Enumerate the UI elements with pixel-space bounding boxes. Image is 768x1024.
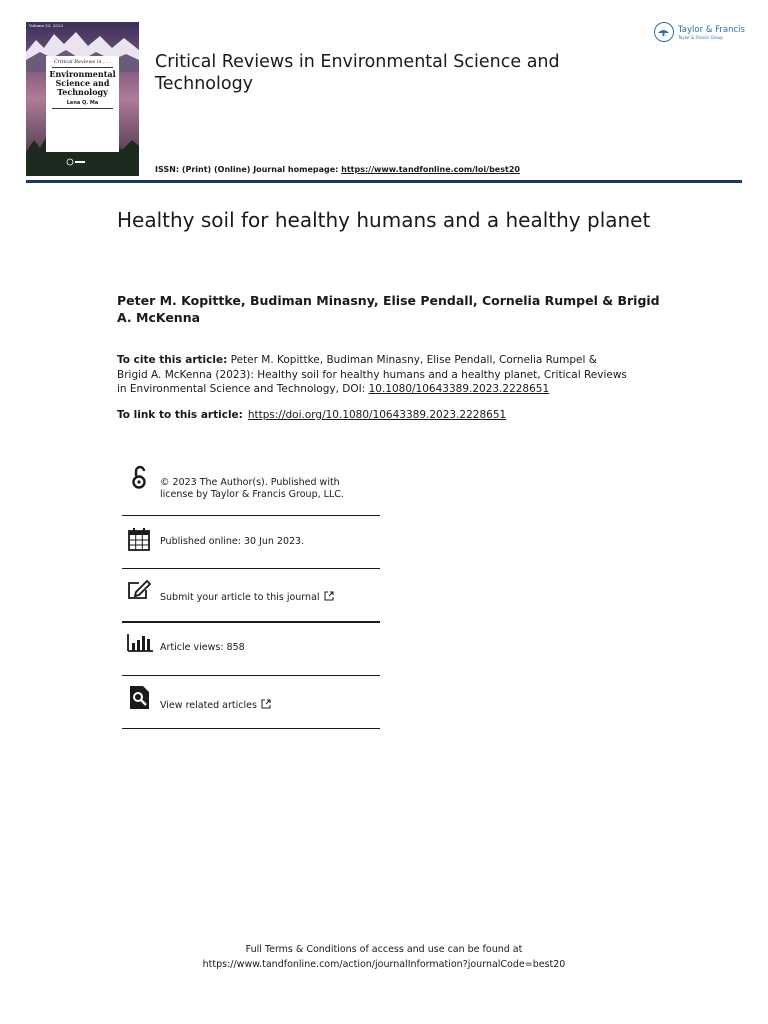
header-divider — [26, 180, 742, 183]
views-row — [122, 622, 380, 676]
cover-divider — [52, 67, 113, 68]
article-link-line — [117, 408, 506, 422]
related-row[interactable] — [122, 676, 380, 729]
calendar-icon — [126, 526, 154, 554]
cover-publisher-mark-icon — [66, 158, 86, 166]
submit-row[interactable] — [122, 569, 380, 622]
external-link-icon — [261, 699, 271, 709]
cover-journal-line-3: Technology — [57, 87, 108, 97]
article-title: Healthy soil for healthy humans and a healthy planet — [117, 208, 651, 232]
open-access-row — [122, 463, 380, 516]
external-link-icon — [324, 591, 334, 601]
tf-logo-name: Taylor & Francis — [678, 25, 745, 35]
citation-block — [117, 353, 627, 397]
view-related-link[interactable] — [160, 699, 271, 712]
article-views-text: Article views: 858 — [160, 642, 245, 653]
issn-text: ISSN: (Print) (Online) Journal homepage: — [155, 165, 342, 174]
bar-chart-icon — [126, 631, 154, 659]
journal-cover — [26, 22, 139, 176]
license-line-2: license by Taylor & Francis Group, LLC. — [160, 489, 344, 500]
tf-logo-circle-icon — [654, 22, 674, 42]
citation-text: Peter M. Kopittke, Budiman Minasny, Elise Pendall, Cornelia Rumpel & Brigid A. McKenna (2023): Healthy soil for healthy humans and a healthy planet, Critical Reviews in Environmental Science and Technology, DOI: — [117, 354, 627, 395]
article-info-list — [122, 463, 380, 729]
citation-label: To cite this article: — [117, 354, 228, 366]
cover-title-box — [46, 56, 119, 152]
edit-icon — [126, 577, 154, 605]
published-row — [122, 516, 380, 569]
terms-line-1: Full Terms & Conditions of access and use can be found at — [245, 944, 523, 955]
cover-volume: Volume 53, 2023 — [29, 23, 64, 28]
cover-series: Critical Reviews in . . . — [53, 59, 112, 65]
cover-journal-line-1: Environmental — [49, 69, 116, 79]
journal-title: Critical Reviews in Environmental Science and Technology — [155, 52, 560, 94]
tf-logo-group: Taylor & Francis Group — [678, 35, 723, 40]
terms-footer — [0, 942, 768, 972]
submit-article-label: Submit your article to this journal — [160, 592, 320, 603]
submit-article-link[interactable] — [160, 591, 334, 604]
article-authors: Peter M. Kopittke, Budiman Minasny, Elise Pendall, Cornelia Rumpel & Brigid A. McKenna — [117, 293, 660, 325]
view-related-label: View related articles — [160, 700, 257, 711]
issn-line — [155, 165, 520, 174]
tf-lamp-icon — [655, 23, 672, 40]
related-search-icon — [126, 684, 154, 712]
journal-homepage-link[interactable]: https://www.tandfonline.com/loi/best20 — [341, 165, 520, 174]
article-doi-link[interactable]: https://doi.org/10.1080/10643389.2023.2228651 — [247, 409, 507, 421]
cover-divider-2 — [52, 108, 113, 109]
article-link-label: To link to this article: — [117, 409, 243, 421]
cover-editor: Lena Q. Ma — [66, 100, 99, 106]
cover-journal-line-2: Science and — [55, 78, 110, 88]
taylor-francis-logo[interactable] — [654, 22, 746, 46]
open-access-icon — [126, 463, 154, 491]
license-line-1: © 2023 The Author(s). Published with — [160, 477, 340, 488]
citation-doi-link[interactable]: 10.1080/10643389.2023.2228651 — [368, 383, 550, 395]
published-online-text: Published online: 30 Jun 2023. — [160, 536, 305, 547]
terms-link[interactable]: https://www.tandfonline.com/action/journalInformation?journalCode=best20 — [202, 959, 566, 970]
license-text — [160, 477, 344, 501]
